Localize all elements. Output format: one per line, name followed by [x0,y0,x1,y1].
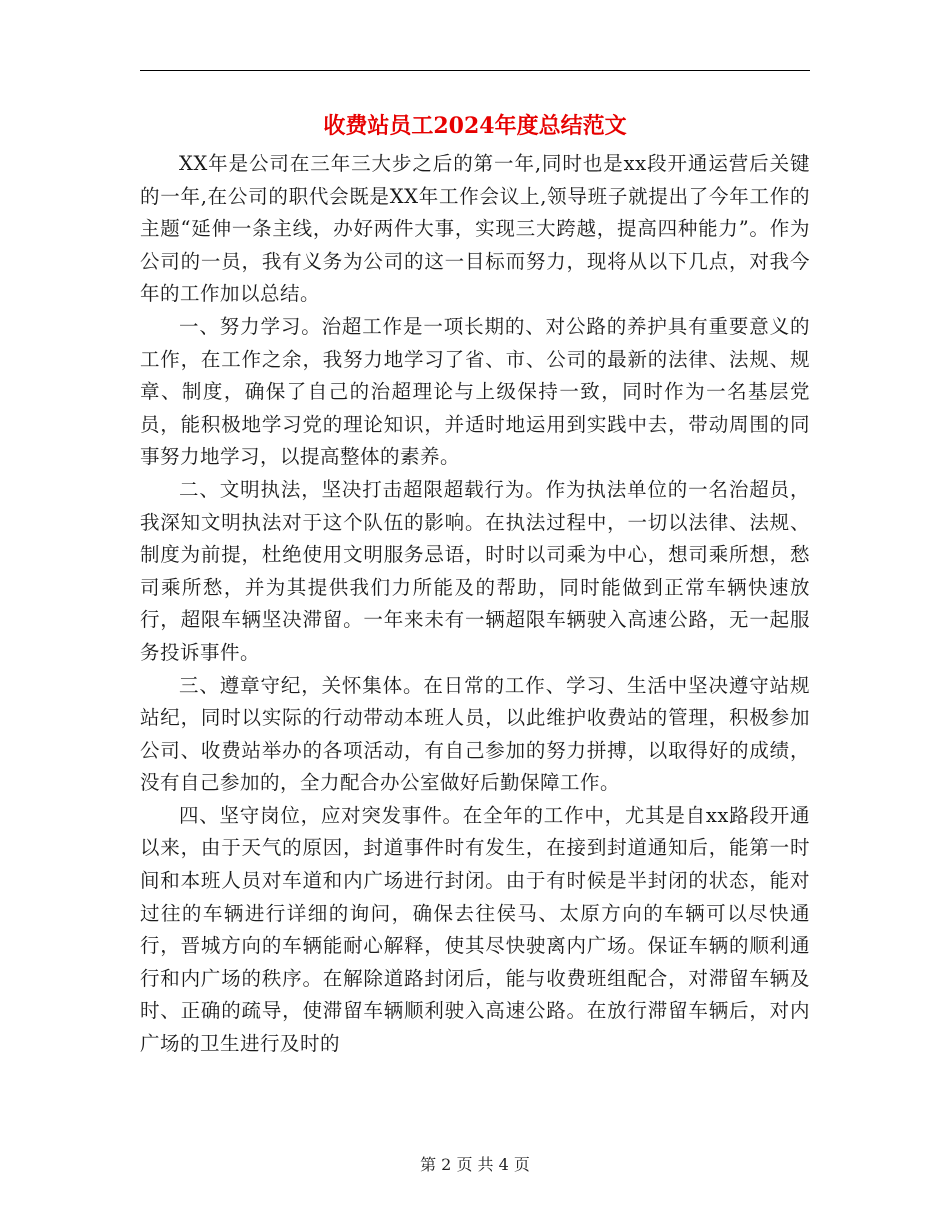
paragraph-section-4: 四、坚守岗位，应对突发事件。在全年的工作中，尤其是自xx路段开通以来，由于天气的原因，封道事件时有发生，在接到封道通知后，能第一时间和本班人员对车道和内广场进行封闭。由于有时候是半封闭的状态，能对过往的车辆进行详细的询问，确保去往侯马、太原方向的车辆可以尽快通行，晋城方向的车辆能耐心解释，使其尽快驶离内广场。保证车辆的顺利通行和内广场的秩序。在解除道路封闭后，能与收费班组配合，对滞留车辆及时、正确的疏导，使滞留车辆顺利驶入高速公路。在放行滞留车辆后，对内广场的卫生进行及时的 [140,803,810,1056]
page-number: 第 2 页 共 4 页 [420,1155,530,1174]
paragraph-section-3: 三、遵章守纪，关怀集体。在日常的工作、学习、生活中坚决遵守站规站纪，同时以实际的行动带动本班人员，以此维护收费站的管理，积极参加公司、收费站举办的各项活动，有自己参加的努力拼搏，以取得好的成绩，没有自己参加的，全力配合办公室做好后勤保障工作。 [140,673,810,795]
document-body [140,148,810,1061]
document-title: 收费站员工2024年度总结范文 [323,113,627,139]
paragraph-intro: XX年是公司在三年三大步之后的第一年,同时也是xx段开通运营后关键的一年,在公司的职代会既是XX年工作会议上,领导班子就提出了今年工作的主题“延伸一条主线，办好两件大事，实现三大跨越，提高四种能力”。作为公司的一员，我有义务为公司的这一目标而努力，现将从以下几点，对我今年的工作加以总结。 [140,152,810,306]
header-rule [140,70,810,71]
paragraph-section-2: 二、文明执法，坚决打击超限超载行为。作为执法单位的一名治超员，我深知文明执法对于这个队伍的影响。在执法过程中，一切以法律、法规、制度为前提，杜绝使用文明服务忌语，时时以司乘为中心，想司乘所想，愁司乘所愁，并为其提供我们力所能及的帮助，同时能做到正常车辆快速放行，超限车辆坚决滞留。一年来未有一辆超限车辆驶入高速公路，无一起服务投诉事件。 [140,477,810,664]
paragraph-section-1: 一、努力学习。治超工作是一项长期的、对公路的养护具有重要意义的工作，在工作之余，我努力地学习了省、市、公司的最新的法律、法规、规章、制度，确保了自己的治超理论与上级保持一致，同时作为一名基层党员，能积极地学习党的理论知识，并适时地运用到实践中去，带动周围的同事努力地学习，以提高整体的素养。 [140,314,810,469]
